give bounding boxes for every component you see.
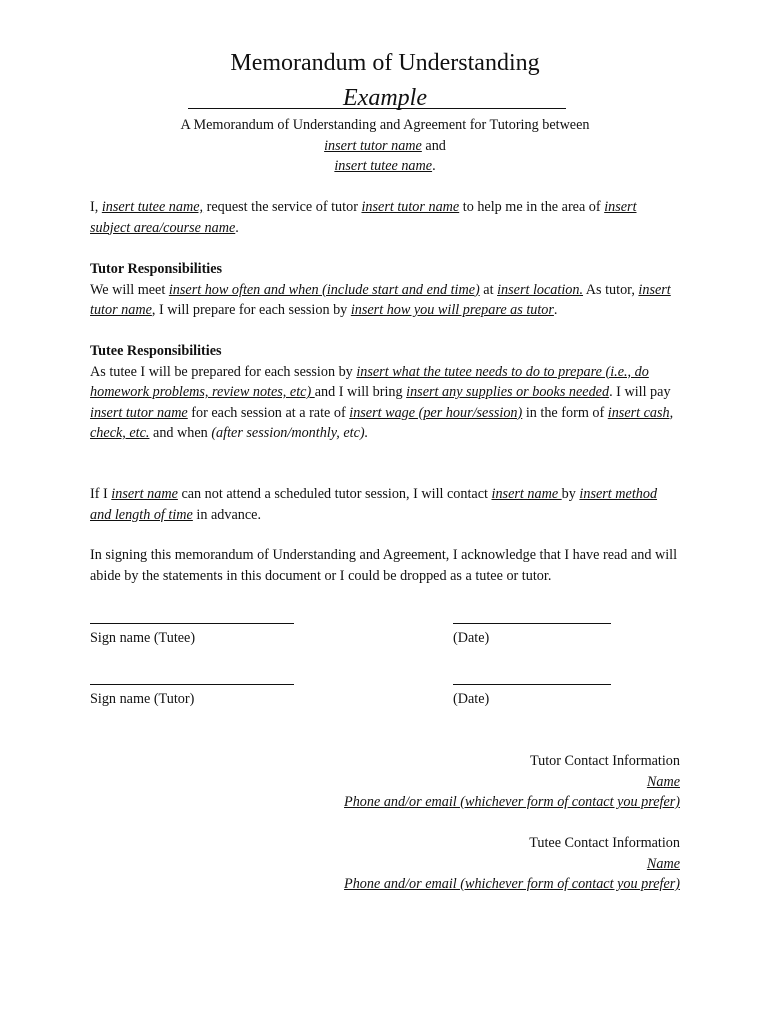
intro-and: and <box>421 137 446 154</box>
tutee-resp-text: for each session at a rate of <box>187 404 350 421</box>
request-paragraph <box>90 197 680 238</box>
wage-placeholder: insert wage (per hour/session) <box>349 404 523 421</box>
tutor-resp-text: As tutor, <box>583 281 639 298</box>
intro-tutee-line <box>0 156 770 177</box>
request-area-placeholder: insert subject area/course name <box>90 199 637 236</box>
document-subtitle: Example <box>343 85 427 111</box>
tutor-prepare-placeholder: insert how you will prepare as tutor <box>350 302 554 318</box>
tutee-contact-block <box>280 833 680 895</box>
tutee-contact-name: Name <box>646 855 680 872</box>
tutee-responsibilities-heading: Tutee Responsibilities <box>90 343 222 359</box>
tutee-resp-text: and I will bring <box>314 384 407 400</box>
payment-form-placeholder: insert cash, check, etc. <box>90 404 674 441</box>
tutee-prepare-placeholder: insert what the tutee needs to do to prepare (i.e., do homework problems, review notes, etc) <box>90 363 649 400</box>
intro-line: A Memorandum of Understanding and Agreement for Tutoring between <box>180 117 590 133</box>
request-tutor-placeholder: insert tutor name <box>361 199 460 215</box>
tutor-signature-label: Sign name (Tutor) <box>90 691 195 707</box>
tutee-contact-heading: Tutee Contact Information <box>529 835 680 851</box>
document-title: Memorandum of Understanding <box>230 50 540 76</box>
tutee-signature-label: Sign name (Tutee) <box>90 630 196 646</box>
request-text: request the service of tutor <box>203 199 362 215</box>
absence-text: can not attend a scheduled tutor session, I will contact <box>177 486 492 502</box>
absence-name-placeholder: insert name <box>111 486 178 502</box>
request-text: to help me in the area of <box>459 199 605 215</box>
tutor-date-line[interactable] <box>453 684 611 685</box>
meeting-time-placeholder: insert how often and when (include start and end time) <box>168 281 480 298</box>
request-text: . <box>235 219 239 236</box>
agreement-paragraph: In signing this memorandum of Understanding and Agreement, I acknowledge that I have read and will abide by the statements in this document or I could be dropped as a tutee or tutor. <box>90 547 678 584</box>
absence-text: If I <box>90 486 112 502</box>
tutor-contact-phone: Phone and/or email (whichever form of contact you prefer) <box>344 794 680 810</box>
tutor-responsibilities-section <box>90 259 680 321</box>
tutee-resp-text: and when <box>149 425 212 441</box>
tutor-resp-text: We will meet <box>90 281 169 298</box>
tutor-responsibilities-heading: Tutor Responsibilities <box>90 261 223 277</box>
tutor-date-label: (Date) <box>453 691 490 707</box>
tutee-resp-text: in the form of <box>522 404 608 421</box>
tutee-date-line[interactable] <box>453 623 611 624</box>
absence-paragraph <box>90 484 680 525</box>
contact-name-placeholder: insert name <box>491 486 562 502</box>
supplies-placeholder: insert any supplies or books needed <box>406 384 610 400</box>
tutee-contact-phone: Phone and/or email (whichever form of contact you prefer) <box>344 876 680 892</box>
tutor-contact-name: Name <box>646 773 680 790</box>
request-tutee-placeholder: insert tutee name, <box>101 199 204 215</box>
request-text: I, <box>90 199 102 215</box>
tutee-name-placeholder: insert tutee name <box>334 158 433 174</box>
tutor-name-placeholder: insert tutor name <box>90 404 188 421</box>
contact-method-placeholder: insert method and length of time <box>90 486 658 523</box>
tutee-responsibilities-text <box>90 362 680 444</box>
absence-text: in advance. <box>192 506 262 523</box>
tutor-responsibilities-text <box>90 280 680 321</box>
tutor-name-placeholder: insert tutor name <box>324 137 422 154</box>
absence-text: by <box>561 486 580 502</box>
intro-tutor-line <box>0 136 770 157</box>
tutor-resp-text: , I will prepare for each session by <box>151 302 351 318</box>
tutee-signature-line[interactable] <box>90 623 294 624</box>
tutor-contact-heading: Tutor Contact Information <box>529 753 680 769</box>
subtitle-underline <box>188 108 566 109</box>
tutor-resp-text: at <box>479 281 498 298</box>
intro-period: . <box>432 158 436 174</box>
location-placeholder: insert location. <box>497 281 584 298</box>
payment-when-placeholder: (after session/monthly, etc). <box>211 425 369 441</box>
tutee-date-label: (Date) <box>453 630 490 646</box>
tutor-resp-text: . <box>553 302 558 318</box>
intro-block <box>0 115 770 177</box>
tutee-resp-text: As tutee I will be prepared for each session by <box>90 363 357 380</box>
tutor-signature-line[interactable] <box>90 684 294 685</box>
tutor-name-placeholder: insert tutor name <box>90 281 671 318</box>
tutor-contact-block <box>280 751 680 813</box>
tutee-resp-text: . I will pay <box>609 384 671 400</box>
tutee-responsibilities-section <box>90 341 680 444</box>
